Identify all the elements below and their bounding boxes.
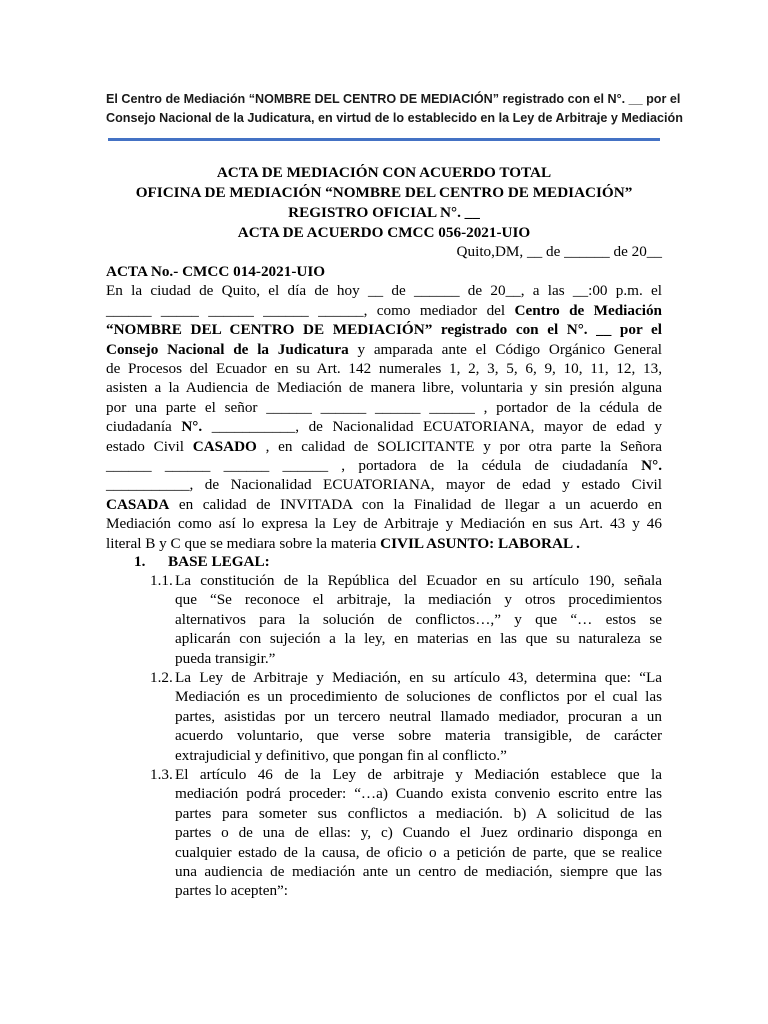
body-line: ______ ______ ______ ______ , portadora de la cédula de ciudadanía N°. <box>106 457 662 475</box>
body-line: “NOMBRE DEL CENTRO DE MEDIACIÓN” registrado con el N°. __ por el <box>106 321 662 339</box>
section-heading-base-legal <box>134 552 270 571</box>
body-line: ciudadanía N°. ___________, de Nacionalidad ECUATORIANA, mayor de edad y <box>106 418 663 436</box>
header-line-2: Consejo Nacional de la Judicatura, en virtud de lo establecido en la Ley de Arbitraje y Mediación <box>106 111 683 125</box>
title-acta-mediacion: ACTA DE MEDIACIÓN CON ACUERDO TOTAL <box>216 164 552 181</box>
body-line: CASADA en calidad de INVITADA con la Finalidad de llegar a un acuerdo en <box>106 495 662 513</box>
page-header <box>106 90 706 128</box>
item-number: 1.3. <box>150 766 173 783</box>
section-number: 1. <box>134 553 146 570</box>
item-line: Mediación es un procedimiento de soluciones de conflictos por el cual las <box>175 688 662 706</box>
title-oficina: OFICINA DE MEDIACIÓN “NOMBRE DEL CENTRO DE MEDIACIÓN” <box>135 184 633 201</box>
body-line: ___________, de Nacionalidad ECUATORIANA, mayor de edad y estado Civil <box>106 476 662 494</box>
item-line: partes para someter sus conflictos a mediación. b) A solicitud de las <box>175 804 662 822</box>
body-line: Mediación como así lo expresa la Ley de Arbitraje y Mediación en sus Art. 43 y 46 <box>106 515 662 533</box>
item-line: acuerdo voluntario, que verse sobre materia transigible, de carácter <box>175 727 662 745</box>
item-text <box>175 668 662 765</box>
item-line: La Ley de Arbitraje y Mediación, en su artículo 43, determina que: “La <box>175 669 662 686</box>
item-line: una audiencia de mediación ante un centro de mediación, siempre que las <box>175 863 662 881</box>
item-line: partes lo acepten”: <box>175 882 289 900</box>
item-line: aplicarán con sujeción a la ley, en materias en las que su naturaleza se <box>175 630 662 648</box>
item-number: 1.1. <box>150 572 173 589</box>
item-text <box>175 571 662 668</box>
body-line: En la ciudad de Quito, el día de hoy __ de ______ de 20__, a las __:00 p.m. el <box>106 282 662 300</box>
body-line: de Procesos del Ecuador en su Art. 142 numerales 1, 2, 3, 5, 6, 9, 10, 11, 12, 13, <box>106 360 662 378</box>
item-number: 1.2. <box>150 669 173 686</box>
body-paragraph <box>106 262 662 553</box>
item-line: La constitución de la República del Ecuador en su artículo 190, señala <box>175 572 662 589</box>
item-line: pueda transigir.” <box>175 649 276 667</box>
item-line: El artículo 46 de la Ley de arbitraje y Mediación establece que la <box>175 766 662 783</box>
document-titles <box>106 163 662 243</box>
body-line: por una parte el señor ______ ______ ______ ______ , portador de la cédula de <box>106 398 662 416</box>
item-line: extrajudicial y definitivo, que pongan fin al conflicto.” <box>175 746 507 764</box>
section-title: BASE LEGAL: <box>168 553 270 570</box>
item-line: alternativos para la solución de conflictos…,” y que “… estos se <box>175 610 662 628</box>
body-line: literal B y C que se mediara sobre la materia CIVIL ASUNTO: LABORAL . <box>106 534 580 552</box>
header-line-1: El Centro de Mediación “NOMBRE DEL CENTRO DE MEDIACIÓN” registrado con el N°. __ por el <box>106 92 681 106</box>
body-line: estado Civil CASADO , en calidad de SOLICITANTE y por otra parte la Señora <box>106 437 662 455</box>
header-divider <box>108 138 660 141</box>
place-date-line: Quito,DM, __ de ______ de 20__ <box>456 243 662 260</box>
item-line: partes, asistidas por un tercero neutral llamado mediador, procuran a un <box>175 707 662 725</box>
title-registro-oficial: REGISTRO OFICIAL N°. __ <box>288 204 480 221</box>
body-line: Consejo Nacional de la Judicatura y amparada ante el Código Orgánico General <box>106 340 662 358</box>
item-line: partes o de una de ellas: y, c) Cuando el Juez ordinario disponga en <box>175 824 662 842</box>
item-line: cualquier estado de la causa, de oficio o a petición de parte, que se realice <box>175 843 662 861</box>
item-text <box>175 765 662 901</box>
acta-number: ACTA No.- CMCC 014-2021-UIO <box>106 263 326 280</box>
item-line: mediación podrá proceder: “…a) Cuando exista convenio escrito entre las <box>175 785 662 803</box>
item-line: que “Se reconoce el arbitraje, la mediación y otros procedimientos <box>175 591 662 609</box>
body-line: ______ _____ ______ ______ ______, como mediador del Centro de Mediación <box>106 301 662 319</box>
body-line: asisten a la Audiencia de Mediación de manera libre, voluntaria y sin presión alguna <box>106 379 662 397</box>
title-acta-acuerdo: ACTA DE ACUERDO CMCC 056-2021-UIO <box>237 224 531 241</box>
